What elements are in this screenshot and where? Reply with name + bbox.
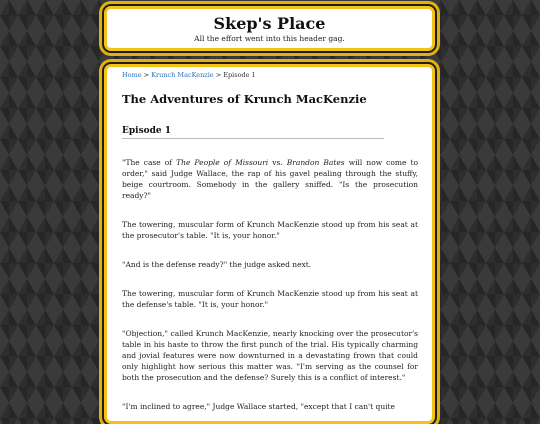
story-paragraph — [122, 157, 418, 201]
breadcrumb-current: Episode 1 — [223, 71, 256, 79]
site-header — [104, 6, 435, 51]
main-content — [104, 64, 435, 424]
breadcrumb-home-link[interactable]: Home — [122, 71, 142, 79]
breadcrumb — [122, 70, 417, 80]
case-name-emphasis: Brandon Bates — [286, 158, 345, 167]
story-paragraph: "I'm inclined to agree," Judge Wallace started, "except that I can't quite — [122, 402, 395, 411]
page-title: The Adventures of Krunch MacKenzie — [122, 92, 367, 106]
breadcrumb-series-link[interactable]: Krunch MacKenzie — [151, 71, 214, 79]
breadcrumb-separator: > — [141, 71, 152, 79]
site-title[interactable]: Skep's Place — [213, 14, 326, 33]
case-name-emphasis: The People of Missouri — [176, 158, 269, 167]
story-paragraph: "And is the defense ready?" the judge asked next. — [122, 260, 312, 269]
story-paragraph: The towering, muscular form of Krunch MacKenzie stood up from his seat at the defense's table. "It is, your honor." — [122, 289, 418, 309]
paragraph-text: will now come to order," said Judge Wallace, the rap of his gavel pealing through the stuffy, beige courtroom. Somebody in the gallery sniffed. "Is the prosecution ready?" — [122, 158, 419, 200]
story-paragraph: The towering, muscular form of Krunch MacKenzie stood up from his seat at the prosecutor's table. "It is, your honor." — [122, 220, 418, 240]
breadcrumb-separator: > — [213, 71, 224, 79]
story-paragraph: "Objection," called Krunch MacKenzie, nearly knocking over the prosecutor's table in his haste to throw the first punch of the trial. His typically charming and jovial features were now downturned in a devastating frown that could only highlight how serious this matter was. "I'm serving as the counsel for both the prosecution and the defense? Surely this is a conflict of interest." — [122, 329, 418, 382]
episode-heading: Episode 1 — [122, 126, 384, 139]
paragraph-text: "The case of — [122, 158, 177, 167]
site-tagline: All the effort went into this header gag. — [194, 34, 345, 43]
paragraph-text: vs. — [268, 158, 287, 167]
